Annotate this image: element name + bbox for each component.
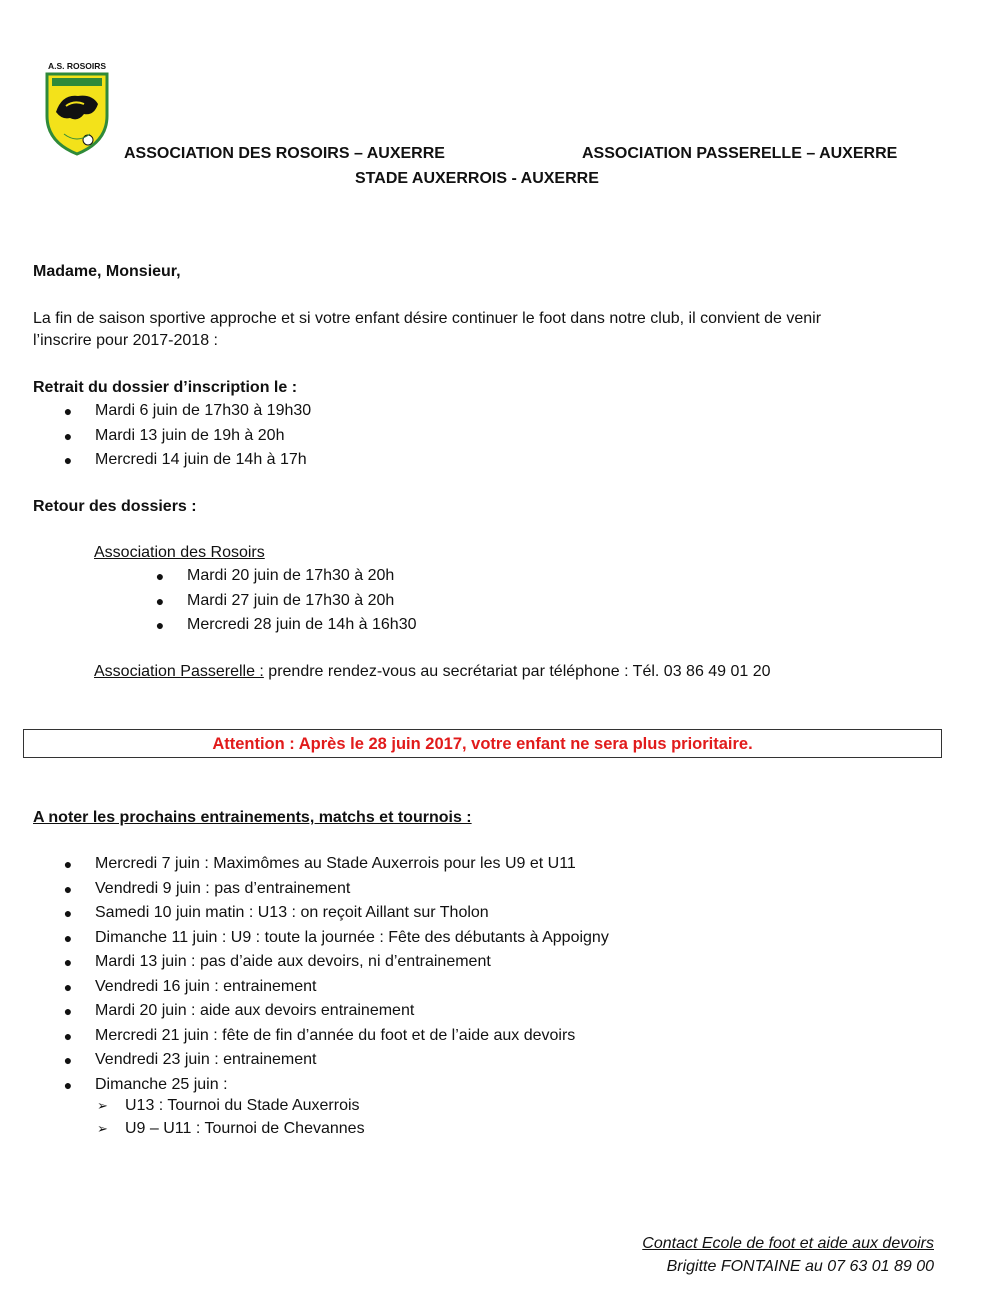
list-item: ● Dimanche 25 juin : — [95, 1073, 609, 1098]
retrait-list — [63, 399, 312, 473]
bullet-icon: ● — [63, 427, 73, 444]
salutation: Madame, Monsieur, — [33, 263, 181, 280]
bullet-icon: ● — [155, 592, 165, 609]
passerelle-title: Association Passerelle : — [94, 663, 264, 680]
list-item: ● Mardi 20 juin de 17h30 à 20h — [187, 564, 417, 589]
list-item: ● Vendredi 23 juin : entrainement — [95, 1048, 609, 1073]
list-item: ➢ U9 – U11 : Tournoi de Chevannes — [125, 1117, 365, 1140]
header-org-rosoirs: ASSOCIATION DES ROSOIRS – AUXERRE — [124, 145, 445, 162]
arrow-icon: ➢ — [97, 1121, 108, 1136]
attention-box: Attention : Après le 28 juin 2017, votre enfant ne sera plus prioritaire. — [23, 729, 942, 758]
retrait-title: Retrait du dossier d’inscription le : — [33, 379, 298, 396]
bullet-icon: ● — [63, 954, 73, 970]
passerelle-text: prendre rendez-vous au secrétariat par téléphone : Tél. 03 86 49 01 20 — [263, 663, 771, 680]
bullet-icon: ● — [63, 1052, 73, 1068]
contact-line-1: Contact Ecole de foot et aide aux devoirs — [642, 1235, 934, 1252]
list-item: ● Mardi 6 juin de 17h30 à 19h30 — [95, 399, 311, 424]
retour-title: Retour des dossiers : — [33, 498, 197, 515]
header-org-passerelle: ASSOCIATION PASSERELLE – AUXERRE — [582, 145, 898, 162]
list-item: ● Mercredi 21 juin : fête de fin d’année du foot et de l’aide aux devoirs — [95, 1024, 609, 1049]
rosoirs-title: Association des Rosoirs — [94, 544, 265, 561]
rosoirs-list — [155, 564, 417, 638]
arrow-icon: ➢ — [97, 1098, 108, 1113]
list-item: ● Mardi 13 juin : pas d’aide aux devoirs, ni d’entrainement — [95, 950, 609, 975]
agenda-sublist — [97, 1094, 365, 1140]
bullet-icon: ● — [155, 568, 165, 584]
list-item: ● Mardi 13 juin de 19h à 20h — [95, 424, 311, 449]
intro-line-2: l’inscrire pour 2017-2018 : — [33, 332, 218, 349]
bullet-icon: ● — [63, 880, 73, 897]
passerelle-line — [94, 663, 771, 681]
contact-line-2: Brigitte FONTAINE au 07 63 01 89 00 — [666, 1258, 934, 1275]
list-item: ● Samedi 10 juin matin : U13 : on reçoit Aillant sur Tholon — [95, 901, 609, 926]
list-item: ● Vendredi 9 juin : pas d’entrainement — [95, 877, 609, 902]
bullet-icon: ● — [63, 905, 73, 921]
list-item: ➢ U13 : Tournoi du Stade Auxerrois — [125, 1094, 365, 1117]
bullet-icon: ● — [63, 452, 73, 468]
club-logo — [44, 60, 110, 156]
agenda-list — [63, 852, 609, 1097]
bullet-icon: ● — [63, 1027, 73, 1044]
list-item: ● Mercredi 7 juin : Maximômes au Stade Auxerrois pour les U9 et U11 — [95, 852, 609, 877]
list-item: ● Mardi 20 juin : aide aux devoirs entrainement — [95, 999, 609, 1024]
bullet-icon: ● — [63, 978, 73, 995]
logo-text: A.S. ROSOIRS — [47, 61, 107, 71]
bullet-icon: ● — [63, 1003, 73, 1019]
list-item: ● Vendredi 16 juin : entrainement — [95, 975, 609, 1000]
bullet-icon: ● — [63, 403, 73, 419]
header-org-stade: STADE AUXERROIS - AUXERRE — [355, 170, 599, 187]
bullet-icon: ● — [63, 929, 73, 946]
bullet-icon: ● — [155, 617, 165, 633]
list-item: ● Mercredi 28 juin de 14h à 16h30 — [187, 613, 417, 638]
list-item: ● Dimanche 11 juin : U9 : toute la journée : Fête des débutants à Appoigny — [95, 926, 609, 951]
intro-line-1: La fin de saison sportive approche et si votre enfant désire continuer le foot dans notre club, il convient de venir — [33, 310, 822, 327]
bullet-icon: ● — [63, 1076, 73, 1093]
agenda-title: A noter les prochains entrainements, matchs et tournois : — [33, 809, 472, 826]
list-item: ● Mardi 27 juin de 17h30 à 20h — [187, 589, 417, 614]
list-item: ● Mercredi 14 juin de 14h à 17h — [95, 448, 311, 473]
bullet-icon: ● — [63, 856, 73, 872]
